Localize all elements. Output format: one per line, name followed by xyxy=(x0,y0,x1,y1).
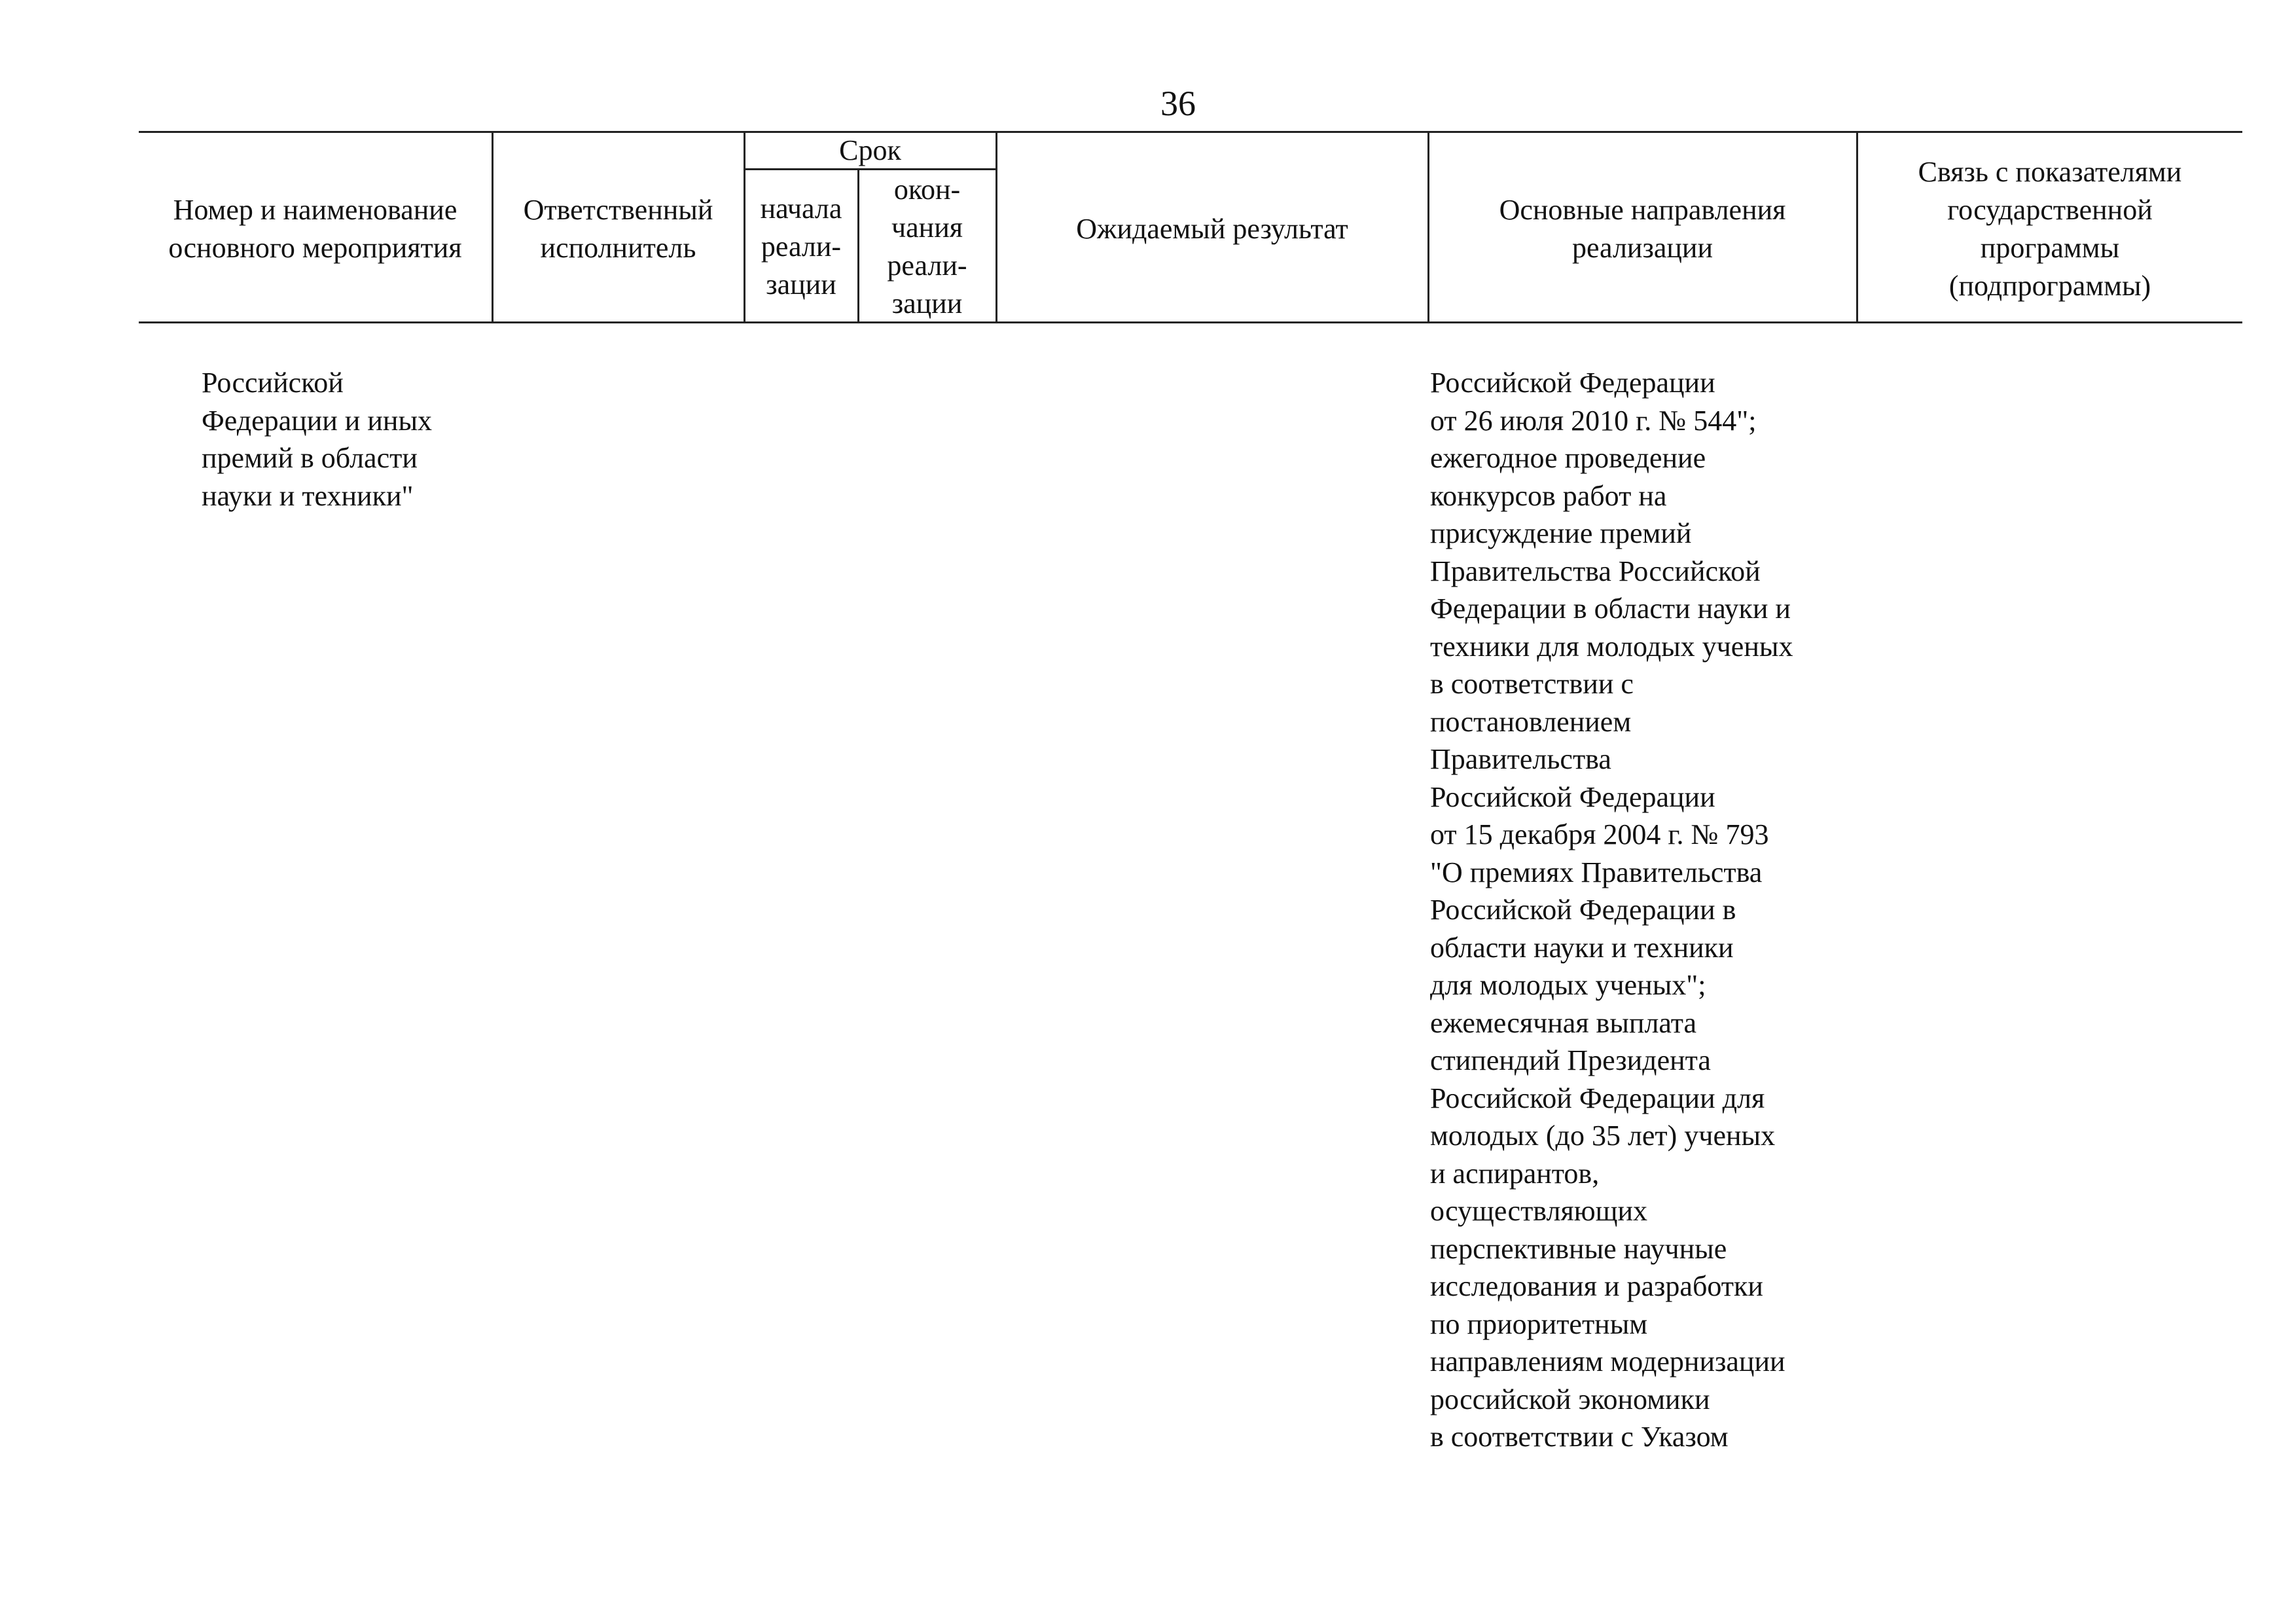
header-executor: Ответственный исполнитель xyxy=(523,194,713,264)
row-activity: Российской Федерации и иных премий в области науки и техники" xyxy=(202,367,432,512)
page-number: 36 xyxy=(1160,84,1196,123)
row-directions: Российской Федерации от 26 июля 2010 г. № 544"; ежегодное проведение конкурсов работ на присуждение премий Правительства Российской Федерации в области науки и техники для молодых ученых в соответствии с постановлением Правительства Российской Федерации от 15 декабря 2004 г. № 793 "О премиях Правительства Российской Федерации в области науки и техники для молодых ученых"; ежемесячная выплата стипендий Президента Российской Федерации для молодых (до 35 лет) ученых и аспирантов, осуществляющих перспективные научные исследования и разработки по приоритетным направлениям модернизации российской экономики в соответствии с Указом xyxy=(1430,367,1793,1453)
header-term-start: начала реали- зации xyxy=(760,192,842,301)
header-result: Ожидаемый результат xyxy=(1076,213,1348,245)
table-header xyxy=(139,131,2242,323)
header-term: Срок xyxy=(839,134,901,166)
header-indicators: Связь с показателями государственной программы (подпрограммы) xyxy=(1918,156,2182,302)
header-directions: Основные направления реализации xyxy=(1499,194,1786,264)
header-activity: Номер и наименование основного мероприятия xyxy=(168,194,462,264)
header-term-end: окон- чания реали- зации xyxy=(887,173,967,319)
